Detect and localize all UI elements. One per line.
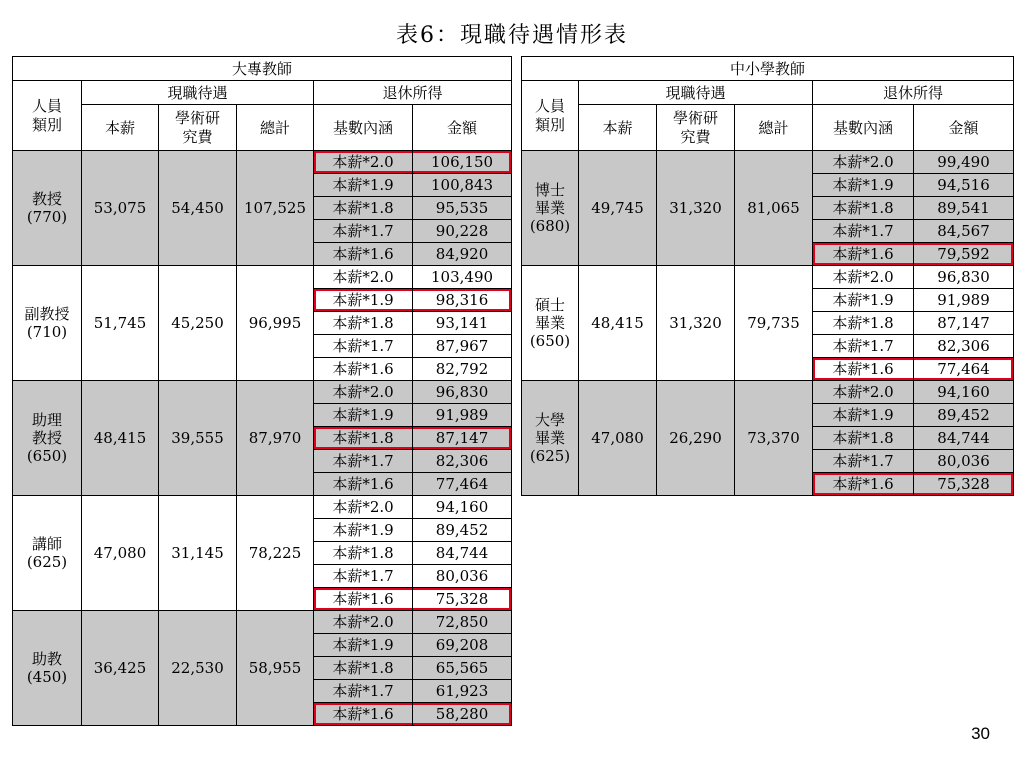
base-salary-cell: 47,080: [82, 496, 159, 611]
header-row-sections: [522, 81, 1014, 105]
base-salary-cell: 48,415: [579, 266, 657, 381]
cell-line: 類別: [534, 115, 565, 134]
base-salary-cell: 53,075: [82, 151, 159, 266]
formula-cell: 本薪*1.8: [314, 197, 413, 220]
base-salary-cell: 47,080: [579, 381, 657, 496]
amount-cell: 75,328: [413, 588, 512, 611]
formula-cell: 本薪*2.0: [314, 611, 413, 634]
table-row: [522, 151, 1014, 174]
cell-line: (680): [529, 217, 571, 235]
cell-line: (625): [529, 447, 571, 465]
amount-cell: 84,920: [413, 243, 512, 266]
formula-cell: 本薪*1.8: [314, 657, 413, 680]
formula-cell: 本薪*1.9: [813, 289, 914, 312]
formula-cell: 本薪*1.7: [314, 335, 413, 358]
amount-cell: 96,830: [413, 381, 512, 404]
formula-cell: 本薪*2.0: [314, 151, 413, 174]
formula-cell: 本薪*1.6: [314, 243, 413, 266]
research-fee-cell: 31,320: [657, 266, 735, 381]
formula-cell: 本薪*1.8: [813, 312, 914, 335]
formula-cell: 本薪*1.9: [314, 289, 413, 312]
research-fee-cell: 31,145: [159, 496, 237, 611]
retirement-income-header: 退休所得: [314, 81, 512, 105]
formula-cell: 本薪*1.7: [314, 680, 413, 703]
table-row: [13, 381, 512, 404]
amount-cell: 100,843: [413, 174, 512, 197]
amount-cell: 94,160: [914, 381, 1014, 404]
table-row: [13, 611, 512, 634]
amount-cell: 65,565: [413, 657, 512, 680]
cell-line: (710): [26, 323, 68, 341]
amount-cell: 84,567: [914, 220, 1014, 243]
total-header: 總計: [735, 105, 813, 151]
table-body: [13, 57, 512, 726]
formula-cell: 本薪*1.8: [813, 197, 914, 220]
person-category-cell: [522, 266, 579, 381]
amount-cell: 99,490: [914, 151, 1014, 174]
cell-line: 講師: [31, 535, 62, 553]
research-fee-header: [159, 105, 237, 151]
total-cell: 58,955: [237, 611, 314, 726]
formula-cell: 本薪*1.6: [314, 358, 413, 381]
total-cell: 79,735: [735, 266, 813, 381]
research-fee-cell: 31,320: [657, 151, 735, 266]
amount-cell: 77,464: [914, 358, 1014, 381]
formula-cell: 本薪*2.0: [314, 496, 413, 519]
amount-cell: 75,328: [914, 473, 1014, 496]
amount-cell: 103,490: [413, 266, 512, 289]
cell-line: 教授: [31, 190, 62, 208]
formula-cell: 本薪*1.7: [314, 450, 413, 473]
cell-line: (625): [26, 553, 68, 571]
page-number: 30: [971, 724, 990, 743]
formula-cell: 本薪*1.6: [813, 473, 914, 496]
base-salary-cell: 48,415: [82, 381, 159, 496]
cell-line: 副教授: [24, 305, 70, 323]
total-header: 總計: [237, 105, 314, 151]
cell-line: (650): [529, 332, 571, 350]
group-header: 中小學教師: [522, 57, 1014, 81]
amount-cell: 87,147: [413, 427, 512, 450]
header-row-sections: [13, 81, 512, 105]
research-fee-cell: 54,450: [159, 151, 237, 266]
amount-cell: 84,744: [413, 542, 512, 565]
amount-cell: 89,541: [914, 197, 1014, 220]
base-salary-cell: 36,425: [82, 611, 159, 726]
formula-cell: 本薪*1.7: [314, 220, 413, 243]
total-cell: 78,225: [237, 496, 314, 611]
amount-cell: 58,280: [413, 703, 512, 726]
amount-cell: 95,535: [413, 197, 512, 220]
person-category-header: [522, 81, 579, 151]
header-row-columns: [13, 105, 512, 151]
amount-cell: 89,452: [914, 404, 1014, 427]
formula-cell: 本薪*1.6: [314, 703, 413, 726]
amount-cell: 94,160: [413, 496, 512, 519]
group-header: 大專教師: [13, 57, 512, 81]
table-row: [13, 266, 512, 289]
person-category-cell: [13, 496, 82, 611]
amount-cell: 91,989: [413, 404, 512, 427]
base-salary-cell: 49,745: [579, 151, 657, 266]
formula-header: 基數內涵: [314, 105, 413, 151]
research-fee-cell: 26,290: [657, 381, 735, 496]
formula-cell: 本薪*1.8: [314, 542, 413, 565]
research-fee-header: [657, 105, 735, 151]
research-fee-cell: 39,555: [159, 381, 237, 496]
person-category-header: [13, 81, 82, 151]
amount-cell: 82,792: [413, 358, 512, 381]
total-cell: 96,995: [237, 266, 314, 381]
formula-cell: 本薪*2.0: [813, 266, 914, 289]
formula-cell: 本薪*1.9: [813, 174, 914, 197]
total-cell: 73,370: [735, 381, 813, 496]
formula-cell: 本薪*1.6: [813, 243, 914, 266]
college-teachers-table: [12, 56, 512, 726]
cell-line: 究費: [680, 127, 711, 146]
cell-line: 究費: [182, 127, 213, 146]
cell-line: 助理: [31, 411, 62, 429]
base-salary-header: 本薪: [82, 105, 159, 151]
base-salary-header: 本薪: [579, 105, 657, 151]
amount-cell: 77,464: [413, 473, 512, 496]
cell-line: 碩士: [534, 296, 565, 314]
formula-cell: 本薪*1.6: [813, 358, 914, 381]
cell-line: 學術研: [174, 108, 220, 127]
person-category-cell: [522, 151, 579, 266]
header-row-columns: [522, 105, 1014, 151]
amount-cell: 82,306: [914, 335, 1014, 358]
formula-cell: 本薪*1.9: [314, 404, 413, 427]
total-cell: 107,525: [237, 151, 314, 266]
amount-cell: 94,516: [914, 174, 1014, 197]
formula-cell: 本薪*2.0: [314, 381, 413, 404]
page-title: 表6：現職待遇情形表: [396, 23, 628, 48]
formula-cell: 本薪*1.8: [813, 427, 914, 450]
formula-cell: 本薪*1.9: [314, 634, 413, 657]
formula-cell: 本薪*1.7: [813, 220, 914, 243]
formula-cell: 本薪*1.6: [314, 588, 413, 611]
formula-cell: 本薪*2.0: [813, 151, 914, 174]
formula-cell: 本薪*1.7: [813, 450, 914, 473]
amount-cell: 69,208: [413, 634, 512, 657]
base-salary-cell: 51,745: [82, 266, 159, 381]
formula-cell: 本薪*1.7: [314, 565, 413, 588]
amount-cell: 79,592: [914, 243, 1014, 266]
person-category-cell: [522, 381, 579, 496]
cell-line: 畢業: [534, 199, 565, 217]
cell-line: 助教: [31, 650, 62, 668]
amount-cell: 84,744: [914, 427, 1014, 450]
person-category-cell: [13, 611, 82, 726]
amount-cell: 96,830: [914, 266, 1014, 289]
table-row: [13, 496, 512, 519]
cell-line: 類別: [31, 115, 62, 134]
person-category-cell: [13, 381, 82, 496]
header-row-group: [13, 57, 512, 81]
formula-cell: 本薪*1.9: [813, 404, 914, 427]
amount-cell: 91,989: [914, 289, 1014, 312]
person-category-cell: [13, 151, 82, 266]
amount-cell: 87,967: [413, 335, 512, 358]
current-pay-header: 現職待遇: [82, 81, 314, 105]
amount-header: 金額: [914, 105, 1014, 151]
research-fee-cell: 22,530: [159, 611, 237, 726]
amount-cell: 93,141: [413, 312, 512, 335]
amount-cell: 82,306: [413, 450, 512, 473]
amount-cell: 90,228: [413, 220, 512, 243]
amount-cell: 87,147: [914, 312, 1014, 335]
cell-line: 博士: [534, 181, 565, 199]
amount-cell: 89,452: [413, 519, 512, 542]
cell-line: 教授: [31, 429, 62, 447]
formula-cell: 本薪*2.0: [314, 266, 413, 289]
cell-line: 人員: [534, 96, 565, 115]
total-cell: 87,970: [237, 381, 314, 496]
table-row: [522, 266, 1014, 289]
formula-cell: 本薪*1.6: [314, 473, 413, 496]
formula-cell: 本薪*1.8: [314, 312, 413, 335]
amount-cell: 80,036: [413, 565, 512, 588]
amount-cell: 72,850: [413, 611, 512, 634]
school-teachers-table: [521, 56, 1014, 496]
table-body: [522, 57, 1014, 496]
formula-cell: 本薪*1.8: [314, 427, 413, 450]
total-cell: 81,065: [735, 151, 813, 266]
cell-line: 畢業: [534, 314, 565, 332]
amount-cell: 98,316: [413, 289, 512, 312]
amount-cell: 61,923: [413, 680, 512, 703]
formula-cell: 本薪*1.9: [314, 174, 413, 197]
table-row: [13, 151, 512, 174]
cell-line: 畢業: [534, 429, 565, 447]
person-category-cell: [13, 266, 82, 381]
formula-cell: 本薪*2.0: [813, 381, 914, 404]
formula-cell: 本薪*1.7: [813, 335, 914, 358]
current-pay-header: 現職待遇: [579, 81, 813, 105]
formula-cell: 本薪*1.9: [314, 519, 413, 542]
amount-cell: 80,036: [914, 450, 1014, 473]
research-fee-cell: 45,250: [159, 266, 237, 381]
cell-line: (650): [26, 447, 68, 465]
header-row-group: [522, 57, 1014, 81]
table-row: [522, 381, 1014, 404]
cell-line: (770): [26, 208, 68, 226]
amount-cell: 106,150: [413, 151, 512, 174]
amount-header: 金額: [413, 105, 512, 151]
formula-header: 基數內涵: [813, 105, 914, 151]
cell-line: (450): [26, 668, 68, 686]
cell-line: 人員: [31, 96, 62, 115]
cell-line: 學術研: [672, 108, 718, 127]
cell-line: 大學: [534, 411, 565, 429]
retirement-income-header: 退休所得: [813, 81, 1014, 105]
